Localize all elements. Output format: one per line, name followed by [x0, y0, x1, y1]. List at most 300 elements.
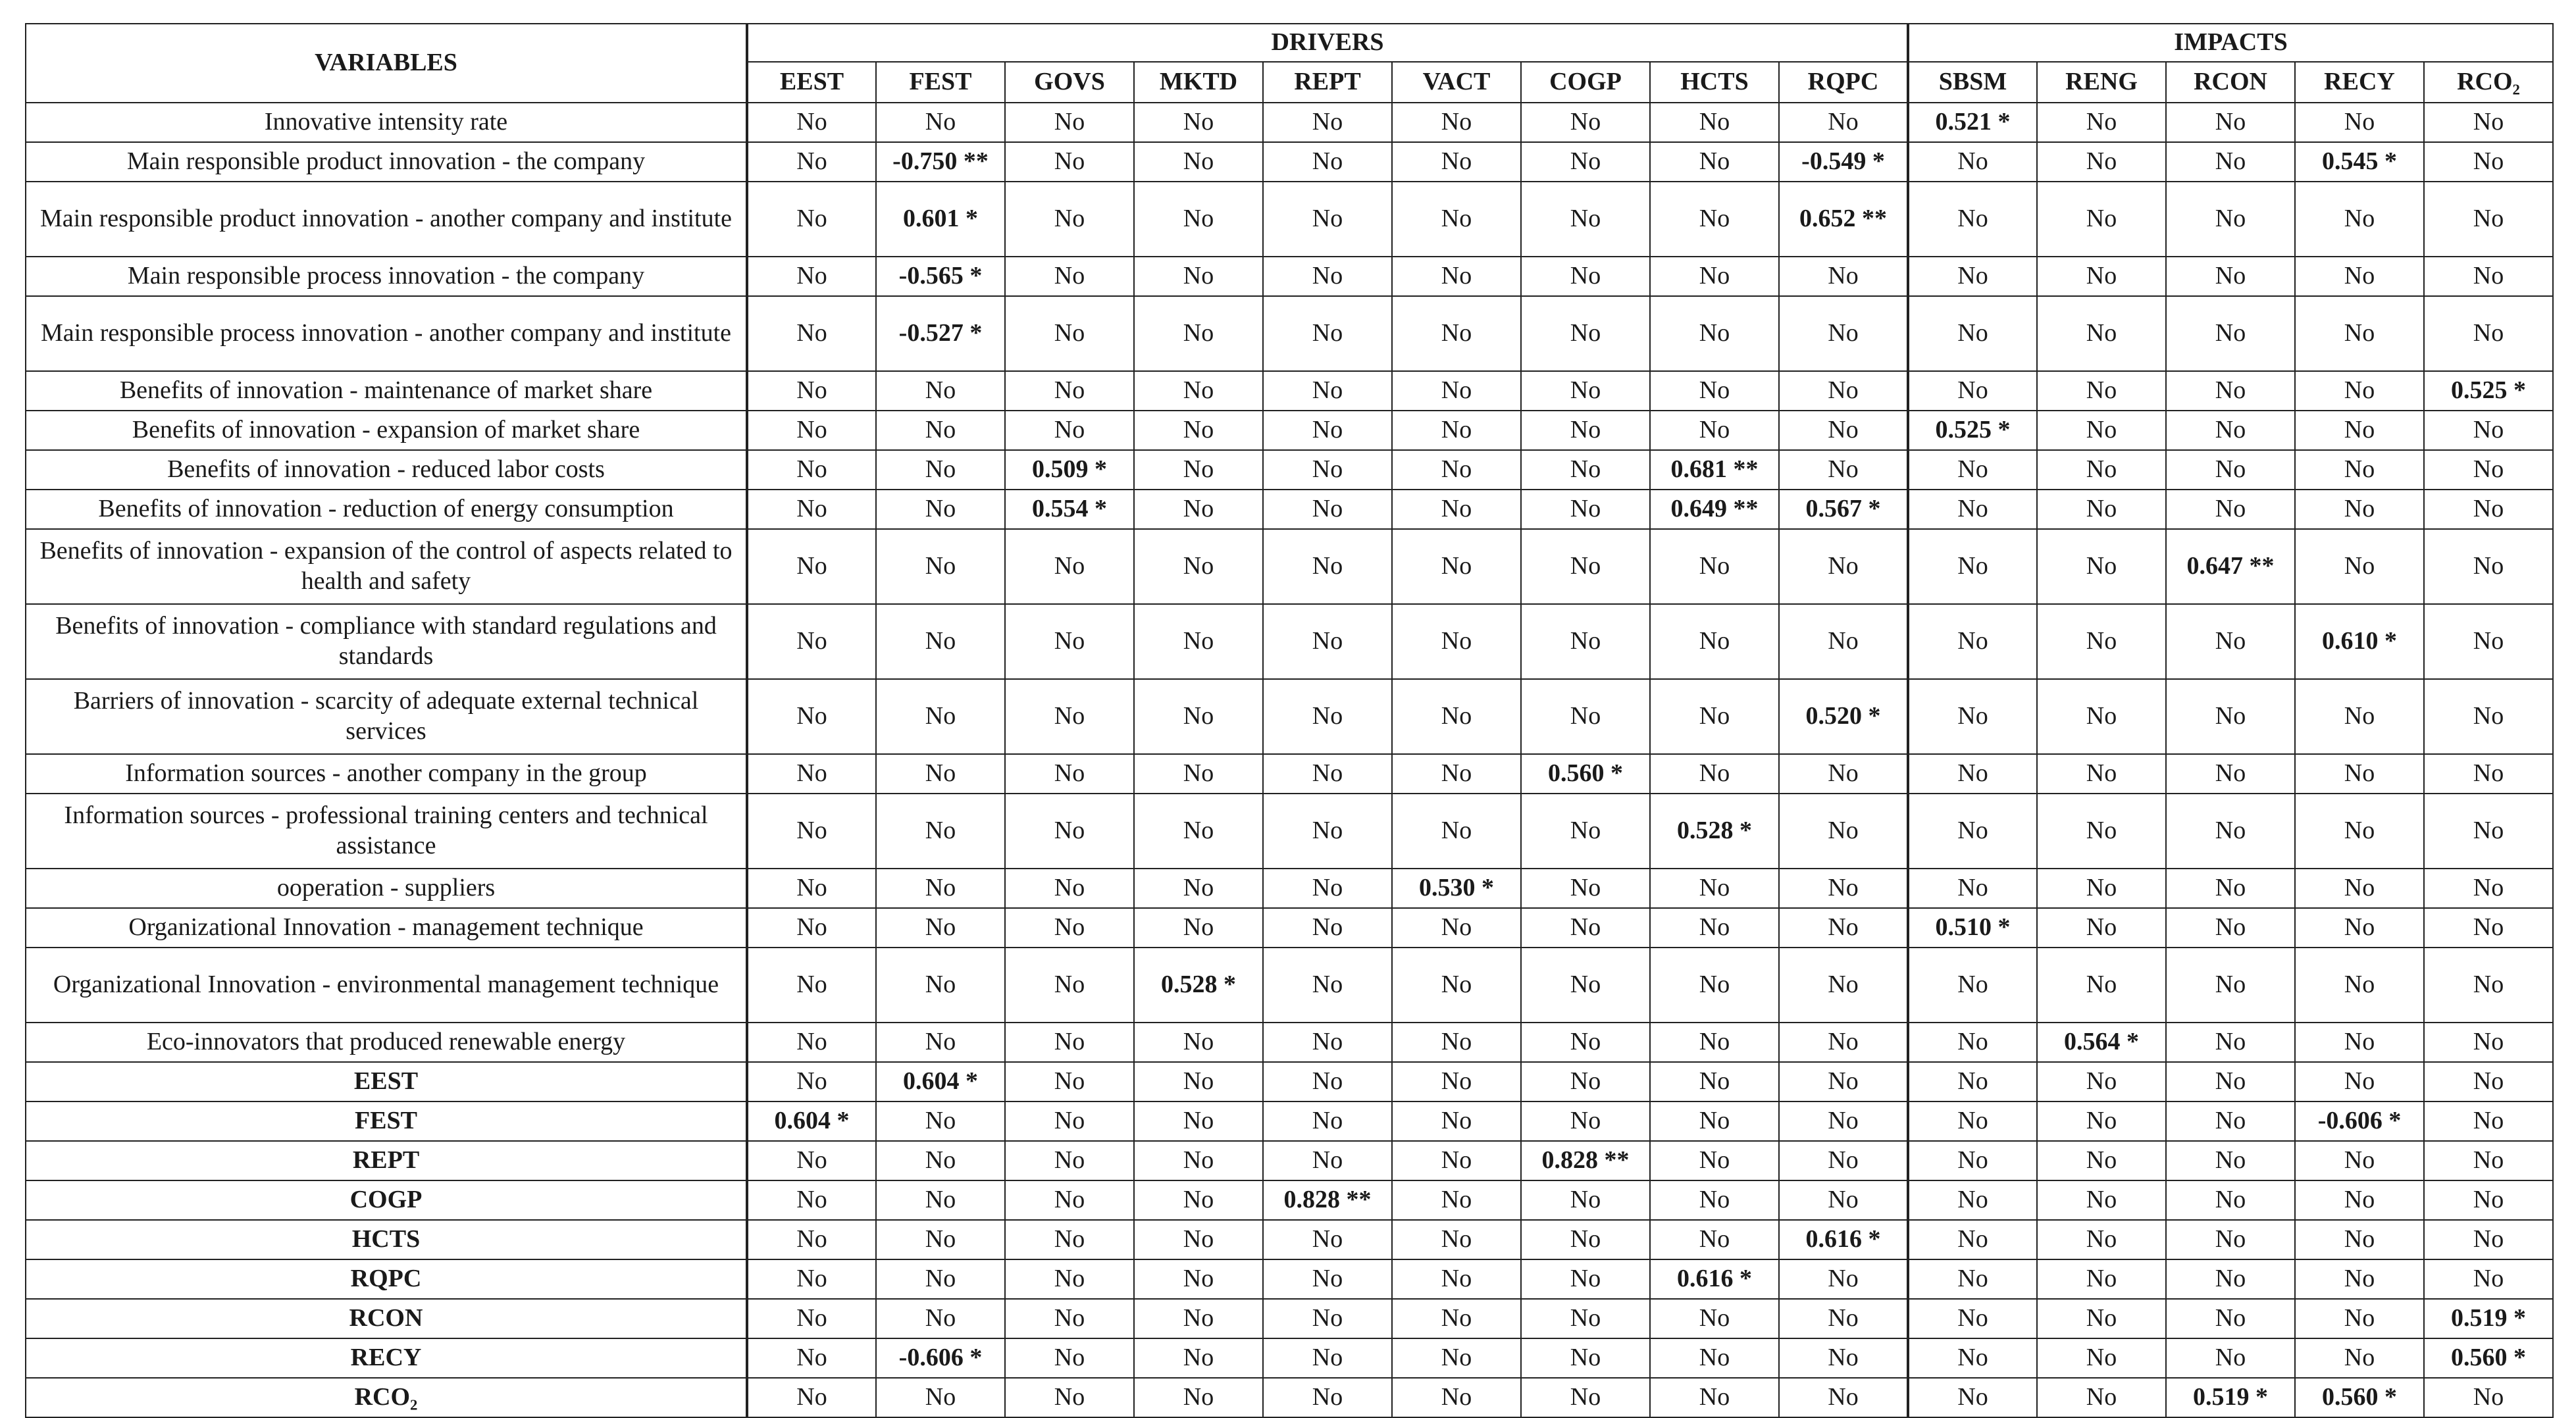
table-row	[26, 142, 2553, 182]
driver-cell: No	[1134, 754, 1263, 794]
correlation-table	[25, 23, 2554, 1418]
variable-label: FEST	[26, 1101, 747, 1141]
driver-cell: No	[1779, 948, 1908, 1023]
driver-cell: No	[1779, 371, 1908, 411]
driver-cell: No	[1650, 604, 1779, 679]
driver-cell: No	[1779, 411, 1908, 450]
driver-cell: No	[1392, 1299, 1521, 1338]
variable-label: Eco-innovators that produced renewable energy	[26, 1023, 747, 1062]
driver-cell: 0.528 *	[1650, 794, 1779, 869]
driver-code-header: REPT	[1263, 62, 1392, 103]
impact-cell: No	[1908, 257, 2037, 296]
driver-cell: No	[1650, 869, 1779, 908]
driver-cell: No	[876, 1023, 1005, 1062]
impact-cell: No	[1908, 529, 2037, 604]
driver-cell: No	[747, 869, 876, 908]
impact-cell: No	[1908, 296, 2037, 371]
driver-cell: No	[1134, 1259, 1263, 1299]
driver-cell: No	[1263, 1220, 1392, 1259]
driver-cell: No	[1263, 296, 1392, 371]
impact-cell: 0.560 *	[2295, 1378, 2424, 1417]
impact-cell: No	[2295, 411, 2424, 450]
impact-cell: No	[2295, 908, 2424, 948]
driver-code-header: HCTS	[1650, 62, 1779, 103]
driver-cell: No	[1263, 142, 1392, 182]
impact-cell: No	[2295, 794, 2424, 869]
impact-cell: No	[1908, 604, 2037, 679]
driver-cell: No	[1134, 142, 1263, 182]
impact-cell: No	[2295, 529, 2424, 604]
driver-cell: No	[747, 142, 876, 182]
impact-cell: No	[2424, 529, 2553, 604]
driver-cell: No	[1392, 1023, 1521, 1062]
driver-cell: No	[1392, 529, 1521, 604]
variable-label: ooperation - suppliers	[26, 869, 747, 908]
driver-cell: No	[1263, 103, 1392, 142]
driver-cell: No	[747, 296, 876, 371]
impact-cell: No	[2424, 490, 2553, 529]
driver-cell: No	[876, 908, 1005, 948]
impact-code-header: RECY	[2295, 62, 2424, 103]
table-row	[26, 908, 2553, 948]
driver-cell: No	[1134, 1180, 1263, 1220]
table-row	[26, 1101, 2553, 1141]
table-body	[26, 103, 2553, 1417]
driver-cell: No	[1005, 1259, 1134, 1299]
variable-label: Main responsible product innovation - the company	[26, 142, 747, 182]
impact-cell: No	[2166, 1180, 2295, 1220]
driver-cell: No	[747, 948, 876, 1023]
impact-cell: No	[2166, 411, 2295, 450]
driver-cell: No	[1392, 794, 1521, 869]
impact-cell: No	[2424, 794, 2553, 869]
impact-cell: No	[2037, 103, 2166, 142]
driver-cell: -0.549 *	[1779, 142, 1908, 182]
driver-cell: No	[1005, 529, 1134, 604]
driver-cell: 0.828 **	[1521, 1141, 1650, 1180]
driver-cell: No	[1650, 1378, 1779, 1417]
impact-cell: No	[2037, 908, 2166, 948]
variable-label: Information sources - professional training centers and technical assistance	[26, 794, 747, 869]
table-row	[26, 1338, 2553, 1378]
impact-cell: No	[1908, 450, 2037, 490]
impact-cell: No	[2037, 1299, 2166, 1338]
driver-cell: No	[1005, 1062, 1134, 1101]
driver-cell: No	[1263, 908, 1392, 948]
impact-cell: No	[2424, 103, 2553, 142]
impact-cell: No	[2037, 529, 2166, 604]
driver-cell: No	[1779, 1141, 1908, 1180]
driver-cell: No	[1392, 679, 1521, 754]
variable-label: COGP	[26, 1180, 747, 1220]
impact-cell: No	[1908, 679, 2037, 754]
impact-cell: No	[2424, 754, 2553, 794]
impact-cell: No	[2424, 1180, 2553, 1220]
impact-cell: No	[2166, 908, 2295, 948]
impact-cell: No	[1908, 869, 2037, 908]
driver-cell: No	[1392, 1220, 1521, 1259]
driver-cell: No	[1392, 908, 1521, 948]
impact-cell: No	[2166, 794, 2295, 869]
driver-cell: No	[747, 908, 876, 948]
impact-cell: No	[2295, 1220, 2424, 1259]
impact-cell: 0.510 *	[1908, 908, 2037, 948]
driver-cell: No	[1779, 1023, 1908, 1062]
impact-cell: No	[2166, 1062, 2295, 1101]
drivers-header: DRIVERS	[747, 24, 1908, 62]
variable-label: Benefits of innovation - expansion of market share	[26, 411, 747, 450]
driver-cell: No	[1263, 257, 1392, 296]
driver-cell: No	[1134, 1023, 1263, 1062]
driver-cell: No	[1005, 257, 1134, 296]
driver-cell: No	[1263, 679, 1392, 754]
driver-cell: No	[1392, 142, 1521, 182]
driver-cell: No	[1134, 794, 1263, 869]
table-row	[26, 1062, 2553, 1101]
impact-cell: No	[1908, 794, 2037, 869]
impact-cell: 0.610 *	[2295, 604, 2424, 679]
driver-cell: No	[1521, 604, 1650, 679]
table-row	[26, 869, 2553, 908]
driver-cell: No	[747, 604, 876, 679]
variable-label: Organizational Innovation - environmental management technique	[26, 948, 747, 1023]
driver-cell: No	[1779, 1378, 1908, 1417]
driver-cell: 0.601 *	[876, 182, 1005, 257]
driver-cell: No	[876, 869, 1005, 908]
driver-cell: 0.649 **	[1650, 490, 1779, 529]
driver-cell: No	[1005, 142, 1134, 182]
driver-cell: No	[1005, 1141, 1134, 1180]
driver-cell: No	[1005, 869, 1134, 908]
impact-cell: No	[2166, 679, 2295, 754]
driver-cell: No	[876, 679, 1005, 754]
variable-label: RCON	[26, 1299, 747, 1338]
impact-cell: No	[2166, 1299, 2295, 1338]
driver-cell: No	[1650, 182, 1779, 257]
driver-cell: -0.527 *	[876, 296, 1005, 371]
variable-label: Barriers of innovation - scarcity of adequate external technical services	[26, 679, 747, 754]
impact-cell: No	[2166, 869, 2295, 908]
driver-cell: No	[1005, 794, 1134, 869]
driver-cell: No	[1779, 103, 1908, 142]
impact-cell: No	[2424, 1378, 2553, 1417]
impact-cell: No	[2295, 296, 2424, 371]
impact-cell: No	[2166, 604, 2295, 679]
driver-cell: No	[1779, 794, 1908, 869]
impact-cell: 0.525 *	[1908, 411, 2037, 450]
driver-cell: No	[1521, 1220, 1650, 1259]
impact-cell: No	[1908, 1259, 2037, 1299]
driver-cell: No	[1521, 450, 1650, 490]
driver-cell: No	[747, 103, 876, 142]
impact-cell: No	[2166, 103, 2295, 142]
driver-cell: No	[1521, 142, 1650, 182]
impact-cell: No	[2037, 182, 2166, 257]
impact-cell: No	[2037, 1378, 2166, 1417]
driver-cell: 0.530 *	[1392, 869, 1521, 908]
table-row	[26, 948, 2553, 1023]
driver-cell: No	[1005, 1220, 1134, 1259]
driver-cell: No	[876, 948, 1005, 1023]
driver-cell: No	[1134, 1378, 1263, 1417]
driver-cell: No	[747, 1378, 876, 1417]
driver-cell: No	[1650, 1062, 1779, 1101]
impact-cell: No	[2037, 411, 2166, 450]
driver-cell: No	[747, 679, 876, 754]
driver-cell: No	[1650, 679, 1779, 754]
table-row	[26, 182, 2553, 257]
driver-cell: No	[1263, 754, 1392, 794]
impact-cell: No	[2166, 948, 2295, 1023]
driver-cell: No	[1521, 257, 1650, 296]
driver-cell: No	[747, 1220, 876, 1259]
impact-cell: 0.560 *	[2424, 1338, 2553, 1378]
driver-cell: 0.604 *	[876, 1062, 1005, 1101]
impact-code-header: RENG	[2037, 62, 2166, 103]
table-row	[26, 1141, 2553, 1180]
impact-cell: No	[1908, 1220, 2037, 1259]
impacts-header: IMPACTS	[1908, 24, 2553, 62]
impact-cell: No	[2424, 411, 2553, 450]
variable-label: Organizational Innovation - management technique	[26, 908, 747, 948]
driver-cell: No	[1005, 1338, 1134, 1378]
driver-cell: 0.567 *	[1779, 490, 1908, 529]
driver-cell: No	[1779, 869, 1908, 908]
impact-cell: No	[2037, 490, 2166, 529]
correlation-table-container	[25, 23, 2552, 1418]
impact-cell: No	[2037, 450, 2166, 490]
driver-cell: No	[1650, 103, 1779, 142]
impact-cell: No	[2295, 948, 2424, 1023]
impact-cell: No	[2424, 1023, 2553, 1062]
driver-cell: No	[747, 490, 876, 529]
impact-cell: 0.519 *	[2166, 1378, 2295, 1417]
impact-cell: No	[2295, 1141, 2424, 1180]
table-row	[26, 371, 2553, 411]
driver-cell: No	[1263, 450, 1392, 490]
driver-cell: No	[876, 604, 1005, 679]
variable-label: REPT	[26, 1141, 747, 1180]
driver-cell: 0.520 *	[1779, 679, 1908, 754]
driver-cell: No	[1005, 908, 1134, 948]
impact-cell: No	[2295, 103, 2424, 142]
driver-code-header: VACT	[1392, 62, 1521, 103]
impact-cell: No	[2037, 948, 2166, 1023]
driver-cell: No	[876, 450, 1005, 490]
driver-cell: No	[1134, 679, 1263, 754]
driver-cell: No	[1650, 1101, 1779, 1141]
variable-label: RECY	[26, 1338, 747, 1378]
driver-cell: No	[747, 1141, 876, 1180]
driver-cell: No	[1392, 1259, 1521, 1299]
table-row	[26, 794, 2553, 869]
driver-cell: No	[747, 1299, 876, 1338]
table-row	[26, 679, 2553, 754]
impact-cell: No	[2037, 142, 2166, 182]
driver-cell: No	[1779, 1101, 1908, 1141]
impact-cell: No	[2037, 1101, 2166, 1141]
impact-cell: No	[2295, 754, 2424, 794]
driver-cell: No	[1779, 908, 1908, 948]
driver-cell: No	[876, 529, 1005, 604]
impact-cell: No	[1908, 1023, 2037, 1062]
driver-cell: No	[1134, 411, 1263, 450]
driver-cell: No	[1779, 1338, 1908, 1378]
driver-cell: No	[1134, 1101, 1263, 1141]
variable-label: RCO₂	[26, 1378, 747, 1417]
driver-cell: No	[1392, 371, 1521, 411]
driver-cell: No	[747, 182, 876, 257]
impact-cell: No	[2037, 754, 2166, 794]
header-group-row	[26, 24, 2553, 62]
impact-cell: No	[1908, 142, 2037, 182]
driver-cell: No	[876, 103, 1005, 142]
variable-label: Benefits of innovation - compliance with standard regulations and standards	[26, 604, 747, 679]
driver-cell: No	[1521, 490, 1650, 529]
driver-cell: No	[1392, 257, 1521, 296]
driver-cell: 0.616 *	[1650, 1259, 1779, 1299]
driver-code-header: EEST	[747, 62, 876, 103]
variable-label: Innovative intensity rate	[26, 103, 747, 142]
driver-cell: No	[747, 1259, 876, 1299]
impact-cell: No	[2166, 1023, 2295, 1062]
driver-cell: No	[1521, 1023, 1650, 1062]
driver-cell: No	[1521, 1180, 1650, 1220]
impact-cell: No	[2166, 754, 2295, 794]
table-row	[26, 1220, 2553, 1259]
driver-cell: No	[1650, 296, 1779, 371]
impact-cell: No	[1908, 490, 2037, 529]
driver-cell: 0.828 **	[1263, 1180, 1392, 1220]
driver-cell: No	[1521, 1101, 1650, 1141]
table-row	[26, 257, 2553, 296]
impact-cell: No	[2295, 1299, 2424, 1338]
driver-cell: No	[1521, 1378, 1650, 1417]
variable-label: Benefits of innovation - reduction of energy consumption	[26, 490, 747, 529]
driver-code-header: FEST	[876, 62, 1005, 103]
driver-cell: No	[1005, 1299, 1134, 1338]
driver-cell: No	[1521, 296, 1650, 371]
variable-label: Benefits of innovation - maintenance of market share	[26, 371, 747, 411]
impact-cell: No	[2424, 1101, 2553, 1141]
driver-cell: No	[1779, 1259, 1908, 1299]
impact-cell: 0.525 *	[2424, 371, 2553, 411]
driver-cell: No	[876, 371, 1005, 411]
driver-cell: No	[1779, 1062, 1908, 1101]
driver-cell: No	[1134, 604, 1263, 679]
driver-cell: No	[876, 1378, 1005, 1417]
impact-cell: No	[2166, 1220, 2295, 1259]
variable-label: HCTS	[26, 1220, 747, 1259]
impact-code-header: RCO₂	[2424, 62, 2553, 103]
driver-cell: No	[1005, 103, 1134, 142]
driver-cell: No	[1650, 142, 1779, 182]
driver-cell: No	[1005, 182, 1134, 257]
driver-cell: No	[747, 1338, 876, 1378]
driver-cell: No	[876, 490, 1005, 529]
driver-cell: No	[1134, 1141, 1263, 1180]
driver-cell: No	[876, 1259, 1005, 1299]
driver-cell: 0.681 **	[1650, 450, 1779, 490]
driver-cell: No	[1650, 371, 1779, 411]
driver-cell: No	[1263, 869, 1392, 908]
impact-cell: No	[2166, 1338, 2295, 1378]
driver-cell: No	[1521, 679, 1650, 754]
impact-cell: No	[2424, 142, 2553, 182]
driver-cell: No	[1005, 1101, 1134, 1141]
driver-cell: No	[1005, 1023, 1134, 1062]
driver-cell: No	[1779, 754, 1908, 794]
driver-cell: -0.606 *	[876, 1338, 1005, 1378]
driver-cell: No	[1650, 529, 1779, 604]
impact-cell: 0.545 *	[2295, 142, 2424, 182]
driver-cell: No	[1263, 1062, 1392, 1101]
table-row	[26, 604, 2553, 679]
impact-cell: No	[2166, 490, 2295, 529]
impact-code-header: RCON	[2166, 62, 2295, 103]
driver-cell: No	[876, 1180, 1005, 1220]
driver-cell: No	[1392, 948, 1521, 1023]
impact-cell: No	[2037, 371, 2166, 411]
driver-cell: No	[747, 257, 876, 296]
driver-code-header: MKTD	[1134, 62, 1263, 103]
impact-cell: No	[2037, 1338, 2166, 1378]
driver-cell: No	[1005, 754, 1134, 794]
driver-cell: No	[1392, 1338, 1521, 1378]
impact-cell: No	[2037, 296, 2166, 371]
impact-cell: No	[2424, 1259, 2553, 1299]
driver-cell: No	[1263, 1101, 1392, 1141]
table-row	[26, 754, 2553, 794]
driver-cell: No	[747, 1062, 876, 1101]
table-row	[26, 411, 2553, 450]
driver-cell: No	[1005, 1180, 1134, 1220]
table-row	[26, 296, 2553, 371]
impact-cell: No	[2424, 604, 2553, 679]
impact-cell: No	[2037, 679, 2166, 754]
impact-cell: No	[2295, 869, 2424, 908]
impact-cell: No	[2295, 1180, 2424, 1220]
impact-cell: No	[2295, 450, 2424, 490]
impact-cell: No	[2166, 296, 2295, 371]
impact-cell: No	[1908, 1299, 2037, 1338]
impact-cell: No	[2295, 257, 2424, 296]
driver-cell: 0.554 *	[1005, 490, 1134, 529]
driver-cell: 0.652 **	[1779, 182, 1908, 257]
driver-cell: No	[1650, 1023, 1779, 1062]
driver-cell: No	[1650, 948, 1779, 1023]
driver-cell: No	[1134, 1338, 1263, 1378]
impact-cell: 0.521 *	[1908, 103, 2037, 142]
table-row	[26, 1023, 2553, 1062]
driver-cell: No	[1392, 754, 1521, 794]
table-row	[26, 1180, 2553, 1220]
driver-cell: No	[1392, 604, 1521, 679]
driver-cell: No	[1134, 103, 1263, 142]
table-row	[26, 1299, 2553, 1338]
driver-cell: No	[747, 450, 876, 490]
variable-label: Benefits of innovation - expansion of the control of aspects related to health and safety	[26, 529, 747, 604]
driver-cell: No	[1392, 1378, 1521, 1417]
driver-cell: No	[1134, 371, 1263, 411]
variable-label: Main responsible process innovation - the company	[26, 257, 747, 296]
driver-cell: No	[1779, 604, 1908, 679]
driver-code-header: COGP	[1521, 62, 1650, 103]
driver-cell: No	[1650, 1299, 1779, 1338]
driver-cell: No	[1521, 908, 1650, 948]
impact-cell: No	[2424, 450, 2553, 490]
impact-cell: 0.564 *	[2037, 1023, 2166, 1062]
